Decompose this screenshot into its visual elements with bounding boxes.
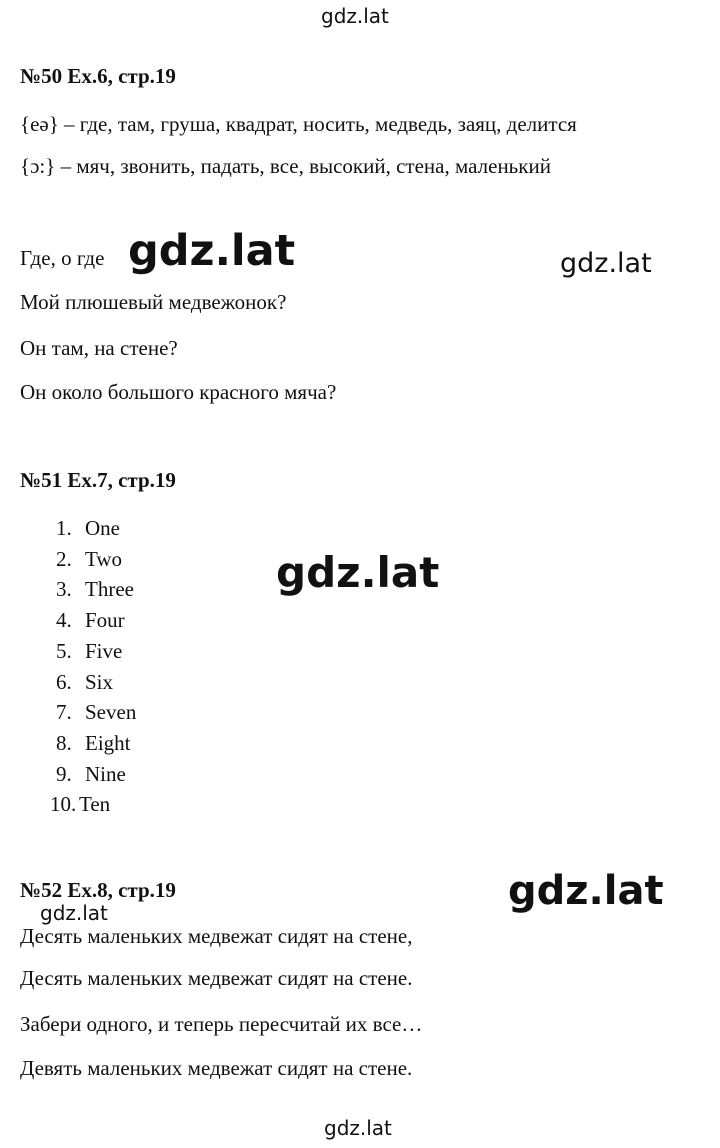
ex50-poem-line-2: Мой плюшевый медвежонок?	[20, 290, 287, 314]
ex51-number-list	[50, 513, 137, 820]
watermark-top: gdz.lat	[321, 4, 389, 28]
list-item: 5. Five	[56, 638, 123, 663]
ex52-line-3: Забери одного, и теперь пересчитай их все…	[20, 1012, 423, 1036]
ex50-poem-line-3: Он там, на стене?	[20, 336, 178, 360]
watermark-bottom: gdz.lat	[324, 1116, 392, 1140]
ex52-heading: №52 Ex.8, стр.19	[20, 878, 176, 902]
list-item: 3. Three	[56, 577, 134, 602]
watermark-list-big: gdz.lat	[276, 548, 440, 597]
list-item: 7. Seven	[56, 700, 137, 725]
watermark-ex52-small: gdz.lat	[40, 901, 108, 925]
list-item: 2. Two	[56, 546, 123, 571]
list-item: 9. Nine	[56, 761, 126, 786]
watermark-ex52-big: gdz.lat	[508, 868, 664, 914]
watermark-right-mid: gdz.lat	[560, 248, 652, 279]
list-item: 4. Four	[56, 608, 125, 633]
ex50-heading: №50 Ex.6, стр.19	[20, 64, 176, 88]
ex51-heading: №51 Ex.7, стр.19	[20, 468, 176, 492]
ex52-line-4: Девять маленьких медвежат сидят на стене.	[20, 1056, 413, 1080]
list-item: 6. Six	[56, 669, 114, 694]
ex52-line-2: Десять маленьких медвежат сидят на стене.	[20, 966, 413, 990]
ex50-poem-line-4: Он около большого красного мяча?	[20, 380, 337, 404]
ex50-phonetic-line-1: {eə} – где, там, груша, квадрат, носить, медведь, заяц, делится	[20, 112, 577, 136]
ex50-poem-line-1: Где, о где	[20, 246, 105, 270]
ex52-line-1: Десять маленьких медвежат сидят на стене,	[20, 924, 413, 948]
list-item: 8. Eight	[56, 730, 131, 755]
list-item: 10. Ten	[50, 792, 111, 817]
ex50-phonetic-line-2: {ɔ:} – мяч, звонить, падать, все, высокий, стена, маленький	[20, 154, 551, 178]
watermark-inline-big: gdz.lat	[128, 226, 296, 276]
list-item: 1. One	[56, 516, 120, 540]
